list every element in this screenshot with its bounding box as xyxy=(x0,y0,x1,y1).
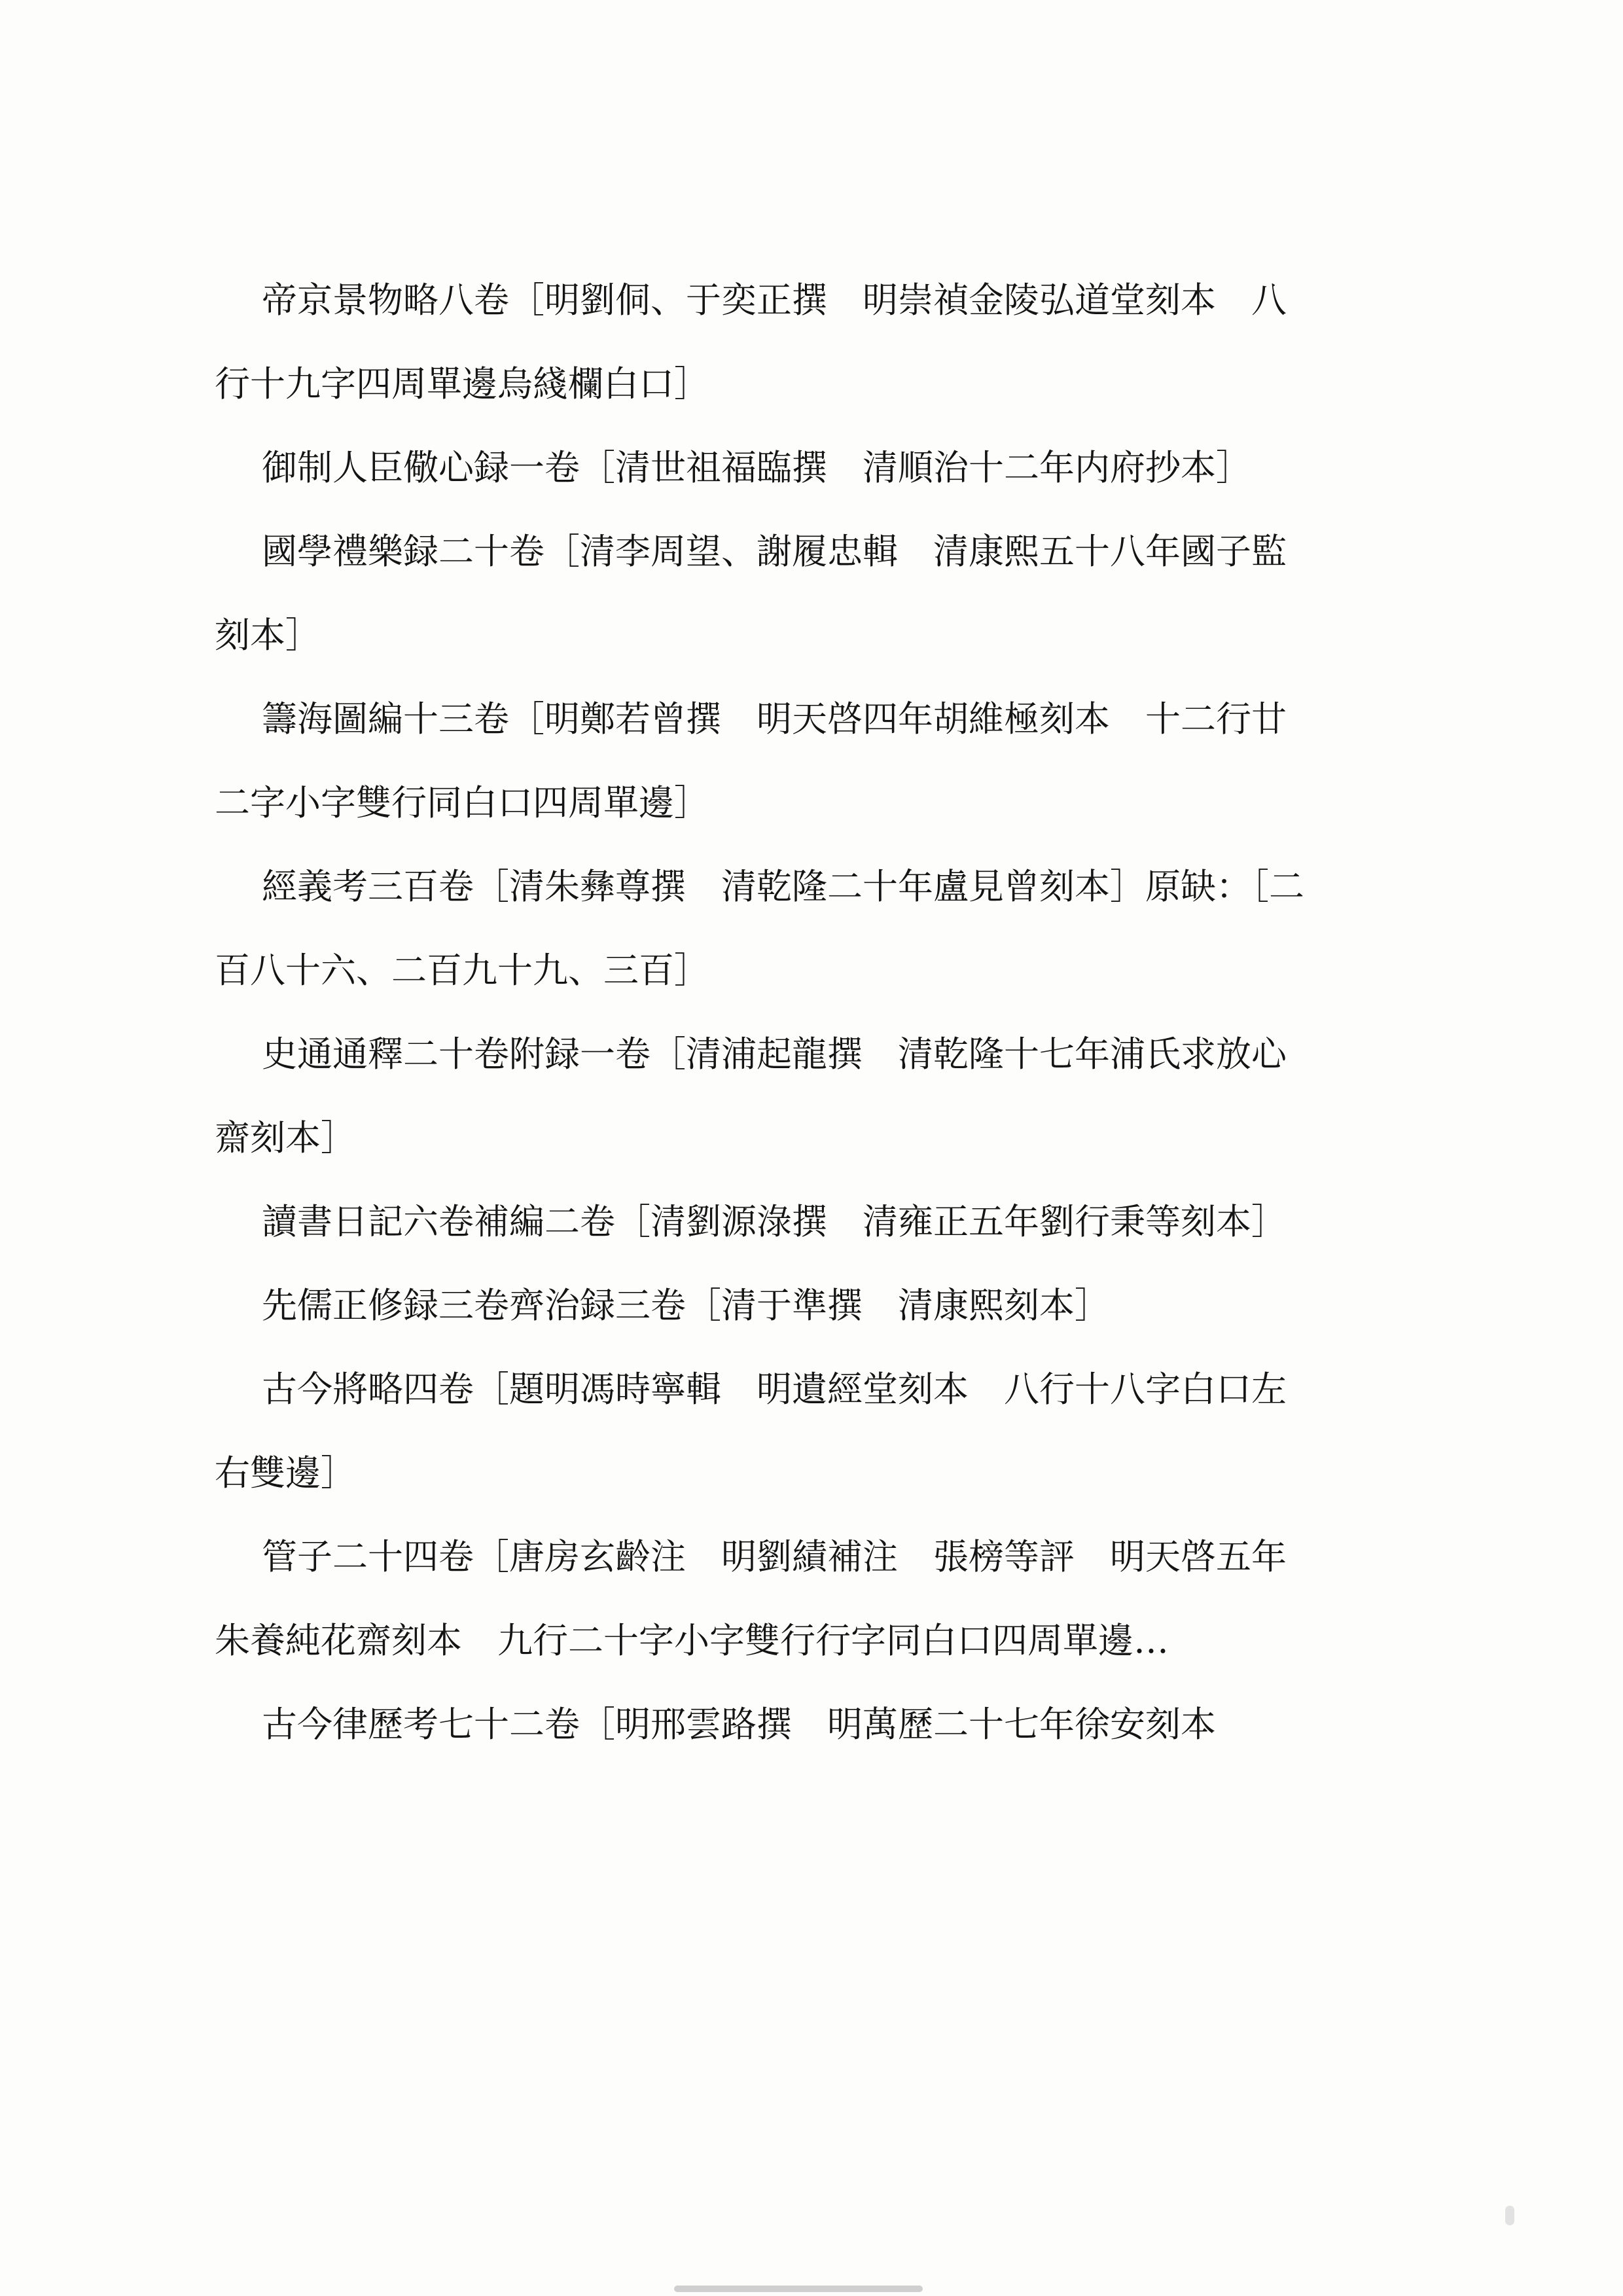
catalog-entry-4: 籌海圖編十三卷［明鄭若曾撰 明天啓四年胡維極刻本 十二行廿二字小字雙行同白口四周單邊］ xyxy=(215,698,1287,823)
catalog-entries xyxy=(215,259,1314,1767)
catalog-entry-7: 讀書日記六卷補編二卷［清劉源淥撰 清雍正五年劉行秉等刻本］ xyxy=(262,1201,1287,1242)
catalog-entry-8: 先儒正修録三卷齊治録三卷［清于準撰 清康熙刻本］ xyxy=(262,1285,1110,1326)
catalog-entry-11: 古今律歷考七十二卷［明邢雲路撰 明萬歷二十七年徐安刻本 xyxy=(262,1704,1216,1745)
catalog-entry-9: 古今將略四卷［題明馮時寧輯 明遺經堂刻本 八行十八字白口左右雙邊］ xyxy=(215,1369,1287,1494)
catalog-entry-1: 帝京景物略八卷［明劉侗、于奕正撰 明崇禎金陵弘道堂刻本 八行十九字四周單邊烏綫欄白口］ xyxy=(215,279,1287,404)
catalog-entry-3: 國學禮樂録二十卷［清李周望、謝履忠輯 清康熙五十八年國子監刻本］ xyxy=(215,531,1287,656)
catalog-entry-6: 史通通釋二十卷附録一卷［清浦起龍撰 清乾隆十七年浦氏求放心齋刻本］ xyxy=(215,1033,1287,1158)
scan-smudge xyxy=(674,2286,923,2292)
catalog-entry-2: 御制人臣儆心録一卷［清世祖福臨撰 清順治十二年内府抄本］ xyxy=(262,447,1251,488)
catalog-entry-10: 管子二十四卷［唐房玄齡注 明劉績補注 張榜等評 明天啓五年朱養純花齋刻本 九行二十字小字雙行行字同白口四周單邊… xyxy=(215,1536,1287,1661)
catalog-entry-5: 經義考三百卷［清朱彝尊撰 清乾隆二十年盧見曾刻本］原缺：［二百八十六、二百九十九、三百］ xyxy=(215,866,1304,991)
scan-edge-mark xyxy=(1505,2206,1514,2225)
